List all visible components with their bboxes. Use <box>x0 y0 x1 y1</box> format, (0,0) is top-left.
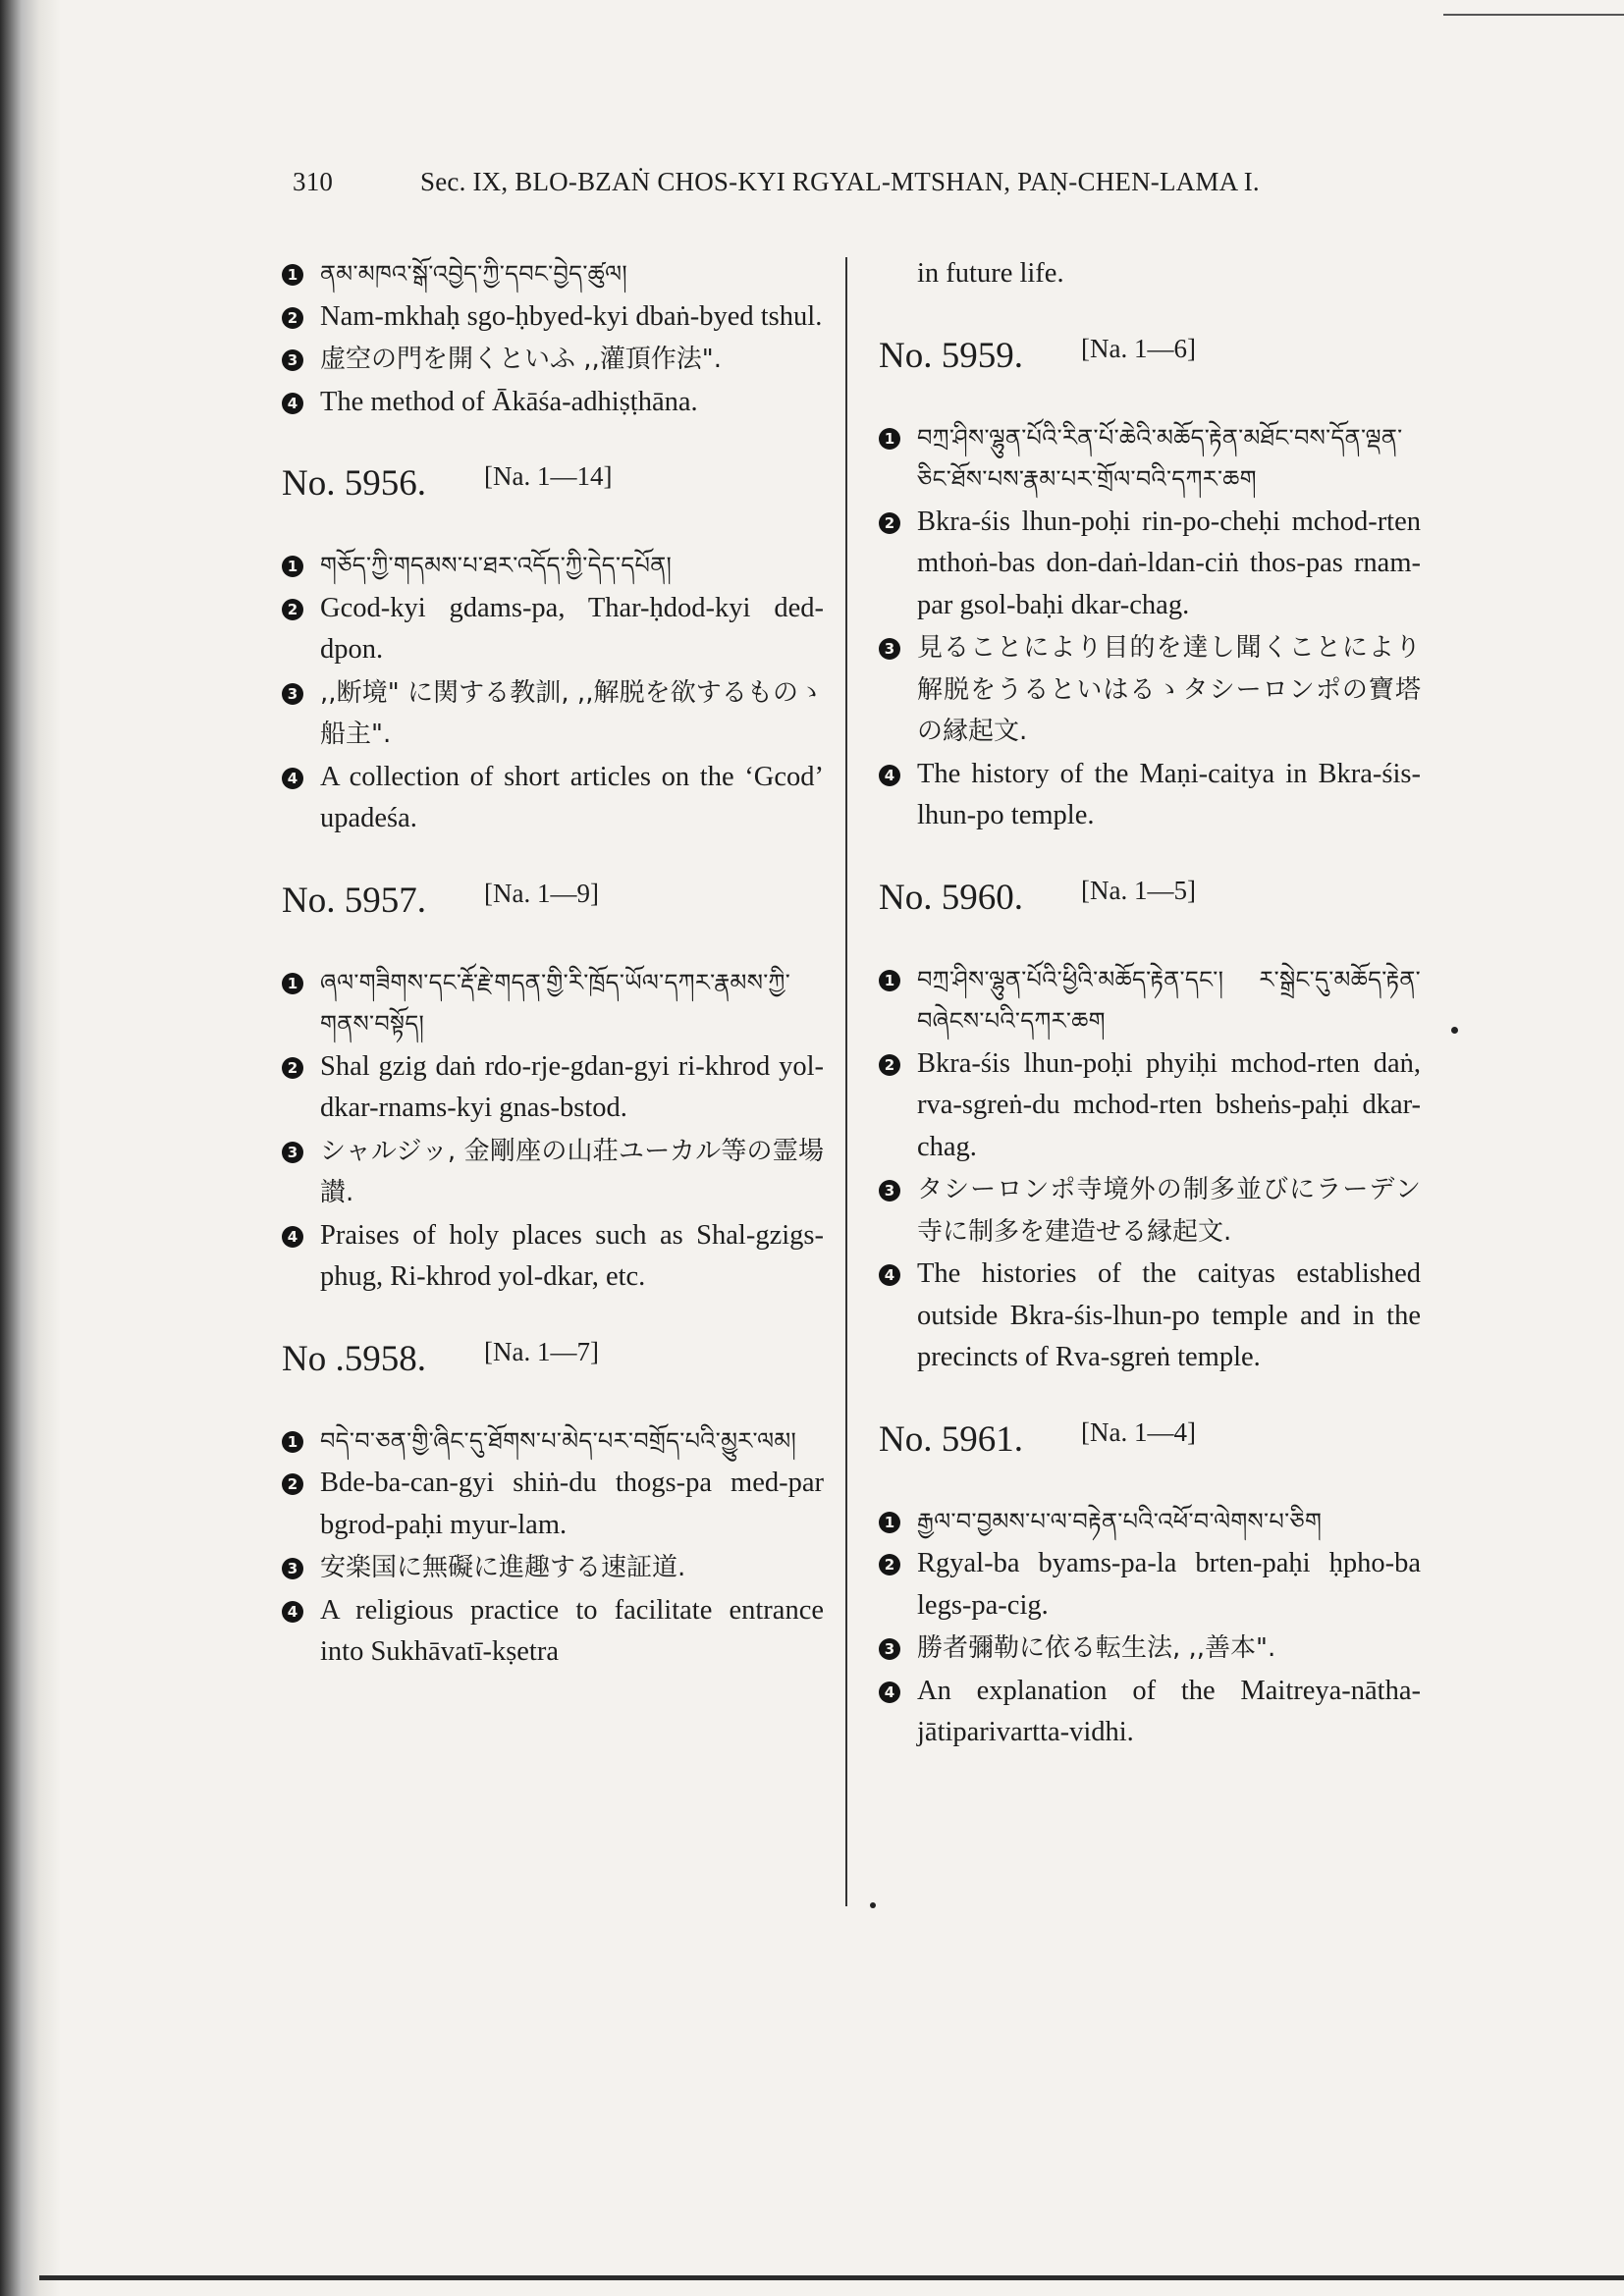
field-3 <box>282 672 824 756</box>
continued-entry <box>282 253 824 423</box>
entry-reference: [Na. 1—9] <box>484 878 599 908</box>
field-3 <box>879 627 1421 753</box>
latin-text: Praises of holy places such as Shal-gzigs-phug, Ri-khrod yol-dkar, etc. <box>320 1219 824 1292</box>
latin-text: Nam-mkhaḥ sgo-ḥbyed-kyi dbaṅ-byed tshul. <box>320 300 823 332</box>
entry-number: No. 5959. <box>879 335 1023 376</box>
tibetan-title: བདེ་བ་ཅན་གྱི་ཞིང་དུ་ཐོགས་པ་མེད་པར་བགྲོད་པའི་མྱུར་ལམ། <box>320 1426 797 1455</box>
right-entries <box>879 335 1421 1754</box>
field-2 <box>879 1543 1421 1627</box>
field-2 <box>282 1046 824 1130</box>
speck-mark <box>1451 1027 1458 1034</box>
japanese-title: タシーロンポ寺境外の制多並びにラーデン寺に制多を建造せる縁起文. <box>917 1175 1421 1247</box>
field-3 <box>879 1628 1421 1670</box>
field-2 <box>282 1463 824 1546</box>
latin-text: Gcod-kyi gdams-pa, Thar-ḥdod-kyi ded-dpon. <box>320 592 824 665</box>
circled-number-2-icon: 2 <box>282 599 303 620</box>
circled-number-1-icon: 1 <box>879 970 900 991</box>
catalog-entry <box>282 462 824 840</box>
catalog-entry <box>282 1338 824 1674</box>
catalog-entry <box>282 880 824 1299</box>
field-1 <box>282 1420 824 1463</box>
field-1 <box>879 1501 1421 1543</box>
circled-number-3-icon: 3 <box>282 1558 303 1579</box>
latin-text: Shal gzig daṅ rdo-rje-gdan-gyi ri-khrod yol-dkar-rnams-kyi gnas-bstod. <box>320 1050 824 1123</box>
entry-reference: [Na. 1—6] <box>1081 333 1196 363</box>
circled-number-2-icon: 2 <box>282 1473 303 1495</box>
tibetan-title: བཀྲ་ཤིས་ལྷུན་པོའི་ཕྱིའི་མཆོད་རྟེན་དང་། ར་སྒྲེང་དུ་མཆོད་རྟེན་བཞེངས་པའི་དཀར་ཆག <box>917 965 1421 1035</box>
latin-text: An explanation of the Maitreya-nātha-jātiparivartta-vidhi. <box>917 1675 1421 1747</box>
entry-number: No. 5960. <box>879 877 1023 918</box>
tibetan-title: བཀྲ་ཤིས་ལྷུན་པོའི་རིན་པོ་ཆེའི་མཆོད་རྟེན་མཐོང་བས་དོན་ལྡན་ཅིང་ཐོས་པས་རྣམ་པར་གྲོལ་བའི་དཀར་ཆག <box>917 423 1403 493</box>
field-1 <box>282 253 824 295</box>
tibetan-title: རྒྱལ་བ་བྱམས་པ་ལ་བརྟེན་པའི་འཕོ་བ་ལེགས་པ་ཅིག <box>917 1507 1323 1535</box>
japanese-title: 虚空の門を開くといふ ,,灌頂作法". <box>320 345 723 374</box>
continuation-line <box>879 253 1421 295</box>
left-column <box>282 253 824 1713</box>
japanese-title: 見ることにより目的を達し聞くことにより解脱をうるといはるゝタシーロンポの寶塔の縁起文. <box>917 633 1421 746</box>
entry-heading <box>282 1338 824 1383</box>
field-4 <box>282 757 824 840</box>
tibetan-title: ནམ་མཁའ་སྒོ་འབྱེད་ཀྱི་དབང་བྱེད་ཚུལ། <box>320 260 627 288</box>
entry-heading <box>879 1418 1421 1464</box>
latin-text: Bkra-śis lhun-poḥi phyiḥi mchod-rten daṅ, rva-sgreṅ-du mchod-rten bsheṅs-paḥi dkar-chag. <box>917 1047 1421 1162</box>
field-4 <box>282 1590 824 1674</box>
running-header <box>293 167 1343 197</box>
field-2 <box>282 588 824 671</box>
entry-reference: [Na. 1—5] <box>1081 875 1196 905</box>
entry-reference: [Na. 1—7] <box>484 1336 599 1366</box>
field-1 <box>879 959 1421 1042</box>
circled-number-2-icon: 2 <box>879 1554 900 1575</box>
field-2 <box>282 296 824 339</box>
field-4 <box>879 1671 1421 1754</box>
field-3 <box>879 1169 1421 1253</box>
circled-number-3-icon: 3 <box>282 349 303 371</box>
field-2 <box>879 1043 1421 1169</box>
circled-number-4-icon: 4 <box>282 393 303 414</box>
speck-mark <box>870 1902 876 1908</box>
tibetan-title: གཅོད་ཀྱི་གདམས་པ་ཐར་འདོད་ཀྱི་དེད་དཔོན། <box>320 552 673 579</box>
page-bottom-edge <box>39 2275 1624 2280</box>
entry-heading <box>879 877 1421 922</box>
circled-number-3-icon: 3 <box>282 683 303 705</box>
japanese-title: シャルジッ, 金剛座の山荘ユーカル等の霊場讃. <box>320 1136 824 1207</box>
continuation-text: in future life. <box>917 258 1064 289</box>
japanese-title: 安楽国に無礙に進趣する速証道. <box>320 1553 686 1582</box>
field-1 <box>879 417 1421 501</box>
circled-number-1-icon: 1 <box>282 973 303 994</box>
column-divider <box>845 257 847 1906</box>
circled-number-3-icon: 3 <box>879 638 900 660</box>
field-4 <box>879 1254 1421 1379</box>
latin-text: Rgyal-ba byams-pa-la brten-paḥi ḥpho-ba legs-pa-cig. <box>917 1548 1421 1621</box>
field-1 <box>282 545 824 587</box>
catalog-entry <box>879 335 1421 837</box>
latin-text: Bde-ba-can-gyi shiṅ-du thogs-pa med-par bgrod-paḥi myur-lam. <box>320 1468 824 1540</box>
latin-text: A collection of short articles on the ‘Gcod’ upadeśa. <box>320 761 824 833</box>
circled-number-4-icon: 4 <box>282 1601 303 1623</box>
entry-number: No. 5956. <box>282 463 426 504</box>
field-3 <box>282 1131 824 1214</box>
entry-heading <box>282 880 824 925</box>
latin-text: The histories of the caityas established outside Bkra-śis-lhun-po temple and in the precincts of Rva-sgreṅ temple. <box>917 1258 1421 1372</box>
page-number: 310 <box>293 167 334 196</box>
circled-number-3-icon: 3 <box>282 1142 303 1163</box>
circled-number-2-icon: 2 <box>879 512 900 534</box>
circled-number-2-icon: 2 <box>282 307 303 329</box>
circled-number-1-icon: 1 <box>879 428 900 450</box>
left-entries <box>282 462 824 1674</box>
field-4 <box>282 1215 824 1299</box>
catalog-entry <box>879 877 1421 1379</box>
latin-text: Bkra-śis lhun-poḥi rin-po-cheḥi mchod-rten mthoṅ-bas don-daṅ-ldan-ciṅ thos-pas rnam-par gsol-baḥi dkar-chag. <box>917 506 1421 620</box>
circled-number-1-icon: 1 <box>282 1431 303 1453</box>
running-title: Sec. IX, BLO-BZAṄ CHOS-KYI RGYAL-MTSHAN, PAṆ-CHEN-LAMA I. <box>420 167 1260 196</box>
entry-number: No .5958. <box>282 1338 426 1379</box>
latin-text: The history of the Maṇi-caitya in Bkra-śis-lhun-po temple. <box>917 758 1421 830</box>
circled-number-4-icon: 4 <box>282 1226 303 1248</box>
circled-number-3-icon: 3 <box>879 1638 900 1660</box>
circled-number-2-icon: 2 <box>879 1054 900 1076</box>
japanese-title: 勝者彌勒に依る転生法, ,,善本". <box>917 1633 1276 1663</box>
circled-number-2-icon: 2 <box>282 1057 303 1079</box>
entry-heading <box>879 335 1421 380</box>
circled-number-1-icon: 1 <box>282 556 303 577</box>
entry-heading <box>282 462 824 507</box>
field-4 <box>879 754 1421 837</box>
right-column <box>879 253 1421 1793</box>
entry-reference: [Na. 1—14] <box>484 461 613 491</box>
field-3 <box>282 339 824 381</box>
circled-number-1-icon: 1 <box>879 1512 900 1533</box>
latin-text: The method of Ākāśa-adhiṣṭhāna. <box>320 386 698 417</box>
latin-text: A religious practice to facilitate entrance into Sukhāvatī-kṣetra <box>320 1594 824 1667</box>
circled-number-4-icon: 4 <box>879 1682 900 1703</box>
tibetan-title: ཞལ་གཟིགས་དང་རྡོ་རྗེ་གདན་གྱི་རི་ཁྲོད་ཡོལ་དཀར་རྣམས་ཀྱི་གནས་བསྟོད། <box>320 968 791 1038</box>
field-4 <box>282 382 824 424</box>
circled-number-4-icon: 4 <box>282 768 303 789</box>
entry-number: No. 5957. <box>282 880 426 921</box>
circled-number-1-icon: 1 <box>282 264 303 286</box>
circled-number-4-icon: 4 <box>879 765 900 786</box>
japanese-title: ,,断境" に関する教訓, ,,解脱を欲するものゝ船主". <box>320 677 824 749</box>
field-3 <box>282 1547 824 1589</box>
circled-number-4-icon: 4 <box>879 1264 900 1286</box>
entry-reference: [Na. 1—4] <box>1081 1416 1196 1447</box>
top-edge-rule <box>1443 14 1624 16</box>
catalog-entry <box>879 1418 1421 1754</box>
circled-number-3-icon: 3 <box>879 1180 900 1201</box>
entry-number: No. 5961. <box>879 1418 1023 1460</box>
field-2 <box>879 502 1421 627</box>
book-binding-shadow <box>0 0 61 2296</box>
field-1 <box>282 962 824 1045</box>
